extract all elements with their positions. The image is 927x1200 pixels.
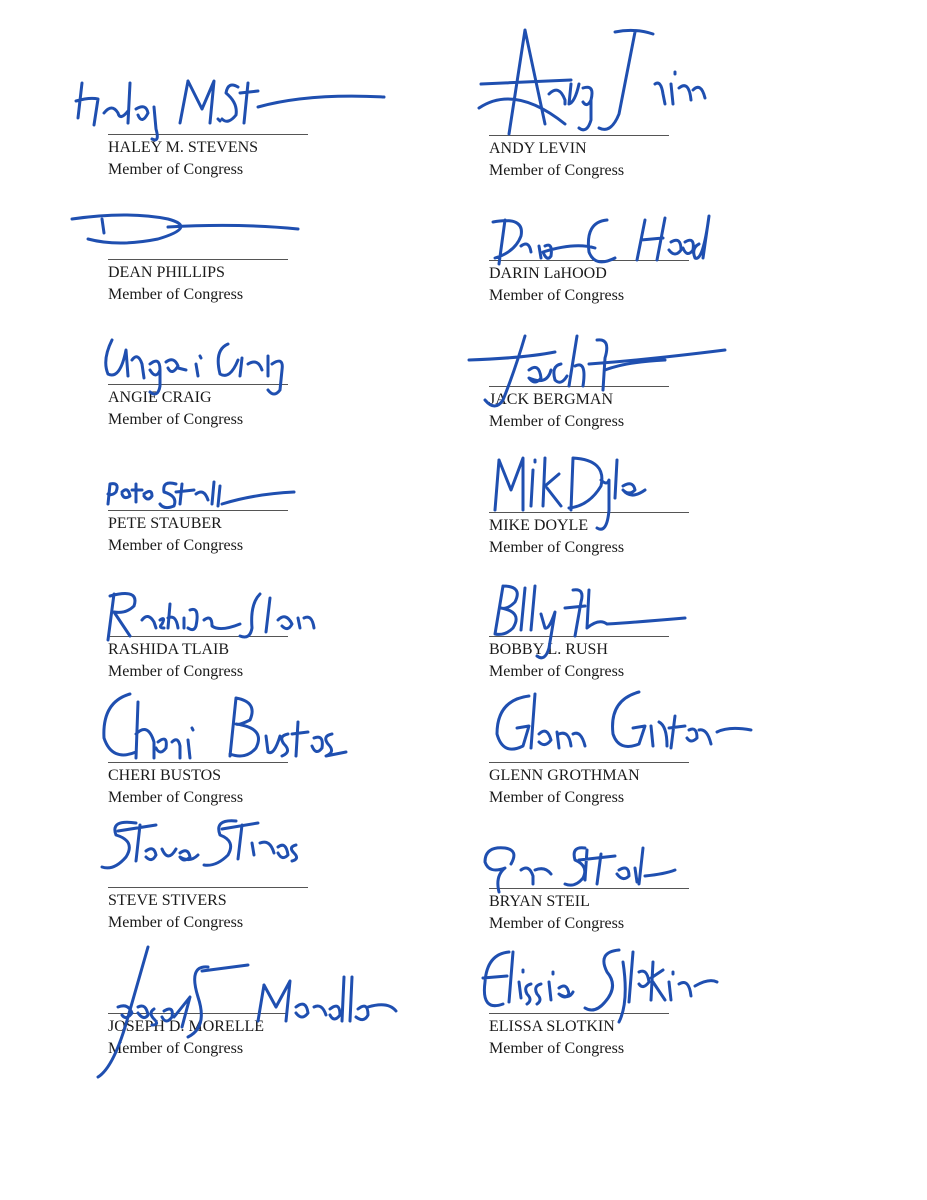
signature-line	[108, 259, 288, 260]
signatory-title: Member of Congress	[489, 539, 625, 556]
signatory-name: ANDY LEVIN	[489, 140, 587, 157]
signatory-title: Member of Congress	[489, 789, 625, 806]
signature-block-slotkin	[489, 1017, 789, 1127]
signature-line	[489, 888, 689, 889]
signature-line	[108, 762, 288, 763]
signature-block-craig	[108, 388, 408, 498]
signatory-title: Member of Congress	[108, 914, 244, 931]
signatory-title: Member of Congress	[108, 663, 244, 680]
signature-line	[489, 636, 669, 637]
signature-line	[489, 386, 669, 387]
signatory-title: Member of Congress	[489, 413, 625, 430]
signature-block-stivers	[108, 891, 408, 1001]
signatory-name: JACK BERGMAN	[489, 391, 614, 408]
signatory-name: RASHIDA TLAIB	[108, 641, 230, 658]
signatory-name: DEAN PHILLIPS	[108, 264, 225, 281]
signatory-title: Member of Congress	[108, 789, 244, 806]
signature-block-grothman	[489, 766, 789, 876]
signature-block-stauber	[108, 514, 408, 624]
signature-line	[108, 636, 288, 637]
signature-block-lahood	[489, 264, 789, 374]
signature-block-levin	[489, 139, 789, 249]
signatory-name: GLENN GROTHMAN	[489, 767, 640, 784]
signatory-name: STEVE STIVERS	[108, 892, 227, 909]
signatory-name: DARIN LaHOOD	[489, 265, 607, 282]
signatory-name: BRYAN STEIL	[489, 893, 590, 910]
signature-block-stevens	[108, 138, 408, 248]
signatory-name: CHERI BUSTOS	[108, 767, 222, 784]
handwritten-signature	[475, 24, 715, 144]
signature-line	[489, 512, 689, 513]
signatory-title: Member of Congress	[489, 663, 625, 680]
signature-line	[108, 134, 308, 135]
signature-line	[108, 384, 288, 385]
signature-line	[108, 887, 308, 888]
signatory-title: Member of Congress	[108, 161, 244, 178]
signature-block-bergman	[489, 390, 789, 500]
signatory-title: Member of Congress	[489, 1040, 625, 1057]
signatory-name: MIKE DOYLE	[489, 517, 589, 534]
signature-line	[108, 510, 288, 511]
signature-block-tlaib	[108, 640, 408, 750]
signatory-name: ELISSA SLOTKIN	[489, 1018, 615, 1035]
signatory-title: Member of Congress	[108, 286, 244, 303]
signature-block-morelle	[108, 1017, 408, 1127]
signatory-title: Member of Congress	[489, 915, 625, 932]
signatory-name: JOSEPH D. MORELLE	[108, 1018, 265, 1035]
signature-line	[489, 135, 669, 136]
signature-line	[489, 260, 689, 261]
signature-block-steil	[489, 892, 789, 1002]
signature-line	[108, 1013, 288, 1014]
handwritten-signature	[68, 63, 388, 143]
signatory-name: ANGIE CRAIG	[108, 389, 212, 406]
signature-block-rush	[489, 640, 789, 750]
signatory-name: HALEY M. STEVENS	[108, 139, 259, 156]
signatory-name: BOBBY L. RUSH	[489, 641, 608, 658]
signatory-title: Member of Congress	[108, 1040, 244, 1057]
signatory-title: Member of Congress	[108, 411, 244, 428]
signatory-name: PETE STAUBER	[108, 515, 222, 532]
signature-line	[489, 1013, 669, 1014]
signature-block-doyle	[489, 516, 789, 626]
signature-block-phillips	[108, 263, 408, 373]
signatory-title: Member of Congress	[489, 287, 625, 304]
signature-line	[489, 762, 689, 763]
signatory-title: Member of Congress	[489, 162, 625, 179]
signature-block-bustos	[108, 766, 408, 876]
signatory-title: Member of Congress	[108, 537, 244, 554]
